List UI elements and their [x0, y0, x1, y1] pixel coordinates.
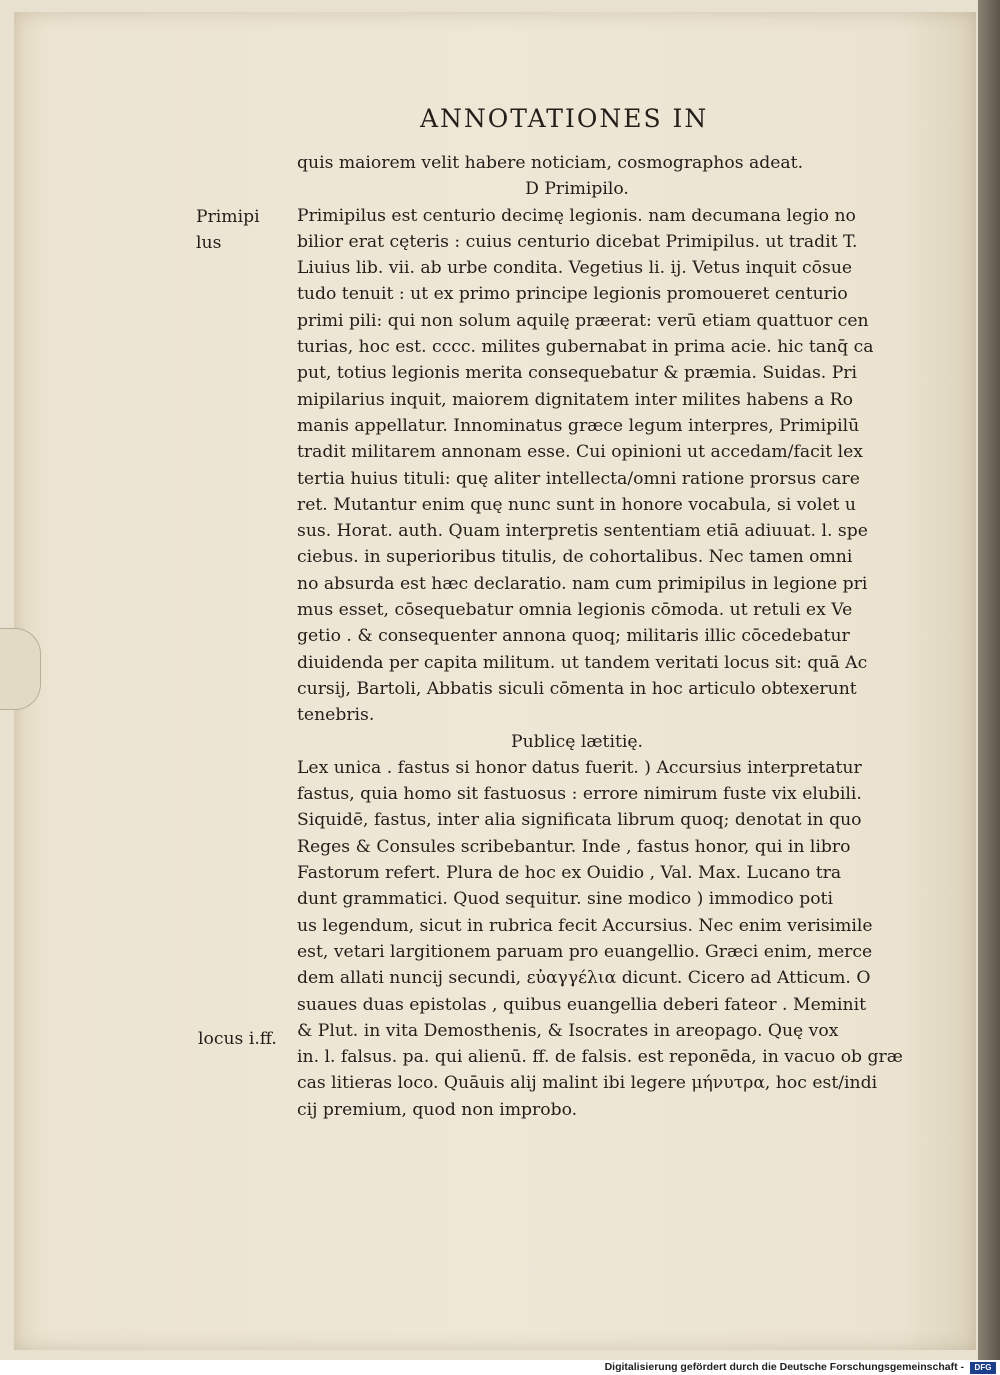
text-line: diuidenda per capita militum. ut tandem veritati locus sit: quā Ac	[297, 652, 868, 673]
text-line: tradit militarem annonam esse. Cui opinioni ut accedam/facit lex	[297, 442, 863, 463]
text-line: dem allati nuncij secundi, εὐαγγέλια dicunt. Cicero ad Atticum. O	[297, 968, 871, 989]
text-line: tenebris.	[297, 705, 375, 726]
text-line: bilior erat cęteris : cuius centurio dicebat Primipilus. ut tradit T.	[297, 231, 858, 252]
dfg-logo: DFG	[970, 1362, 996, 1374]
running-header: ANNOTATIONES IN	[420, 104, 709, 133]
margin-note-locus: locus i.ff.	[198, 1029, 277, 1049]
section-heading: D Primipilo.	[525, 179, 629, 200]
text-line: tudo tenuit : ut ex primo principe legionis promoueret centurio	[297, 284, 848, 305]
text-line: cas litieras loco. Quāuis alij malint ibi legere μήνυτρα, hoc est/indi	[297, 1073, 878, 1094]
text-line: ciebus. in superioribus titulis, de cohortalibus. Nec tamen omni	[297, 547, 853, 568]
footer-credit: Digitalisierung gefördert durch die Deutsche Forschungsgemeinschaft -	[0, 1360, 1000, 1375]
text-line: Liuius lib. vii. ab urbe condita. Vegetius li. ij. Vetus inquit cōsue	[297, 258, 853, 279]
margin-note-primipilus	[196, 204, 260, 256]
text-line: no absurda est hæc declaratio. nam cum primipilus in legione pri	[297, 573, 868, 594]
margin-note-line: lus	[196, 233, 222, 253]
text-line: in. l. falsus. pa. qui alienū. ff. de falsis. est reponēda, in vacuo ob græ	[297, 1047, 903, 1068]
footer-text: Digitalisierung gefördert durch die Deutsche Forschungsgemeinschaft	[604, 1361, 958, 1373]
text-line: primi pili: qui non solum aquilę præerat: verū etiam quattuor cen	[297, 310, 869, 331]
book-spine-edge	[978, 0, 1000, 1360]
text-line: mus esset, cōsequebatur omnia legionis cōmoda. ut retuli ex Ve	[297, 600, 853, 621]
margin-note-line: Primipi	[196, 207, 260, 227]
text-line: Reges & Consules scribebantur. Inde , fastus honor, qui in libro	[297, 836, 851, 857]
text-line: Primipilus est centurio decimę legionis. nam decumana legio no	[297, 205, 856, 226]
text-line: suaues duas epistolas , quibus euangellia deberi fateor . Meminit	[297, 994, 867, 1015]
text-line: Siquidē, fastus, inter alia significata librum quoq; denotat in quo	[297, 810, 862, 831]
text-line: getio . & consequenter annona quoq; militaris illic cōcedebatur	[297, 626, 850, 647]
text-line: manis appellatur. Innominatus græce legum interpres, Primipilū	[297, 415, 860, 436]
text-line: mipilarius inquit, maiorem dignitatem inter milites habens a Ro	[297, 389, 853, 410]
text-line: fastus, quia homo sit fastuosus : errore nimirum fuste vix elubili.	[297, 784, 862, 805]
text-line: dunt grammatici. Quod sequitur. sine modico ) immodico poti	[297, 889, 833, 910]
text-line: put, totius legionis merita consequebatur & præmia. Suidas. Pri	[297, 363, 857, 384]
text-line: ret. Mutantur enim quę nunc sunt in honore vocabula, si volet u	[297, 494, 856, 515]
text-line: turias, hoc est. cccc. milites gubernabat in prima acie. hic tanq̄ ca	[297, 337, 874, 358]
text-line: est, vetari largitionem paruam pro euangellio. Græci enim, merce	[297, 941, 873, 962]
text-line: Fastorum refert. Plura de hoc ex Ouidio , Val. Max. Lucano tra	[297, 863, 842, 884]
text-line: cij premium, quod non improbo.	[297, 1099, 578, 1120]
text-line: us legendum, sicut in rubrica fecit Accursius. Nec enim verisimile	[297, 915, 873, 936]
main-text-block	[297, 150, 903, 1123]
text-line: tertia huius tituli: quę aliter intellecta/omni ratione prorsus care	[297, 468, 860, 489]
text-line: Lex unica . fastus si honor datus fuerit. ) Accursius interpretatur	[297, 757, 862, 778]
text-line: quis maiorem velit habere noticiam, cosmographos adeat.	[297, 153, 804, 173]
text-line: & Plut. in vita Demosthenis, & Isocrates in areopago. Quę vox	[297, 1020, 839, 1041]
bookmark-tab	[0, 628, 41, 710]
text-line: cursij, Bartoli, Abbatis siculi cōmenta in hoc articulo obtexerunt	[297, 678, 857, 699]
text-line: sus. Horat. auth. Quam interpretis sententiam etiā adiuuat. l. spe	[297, 521, 868, 542]
section-heading: Publicę lætitię.	[511, 731, 643, 752]
